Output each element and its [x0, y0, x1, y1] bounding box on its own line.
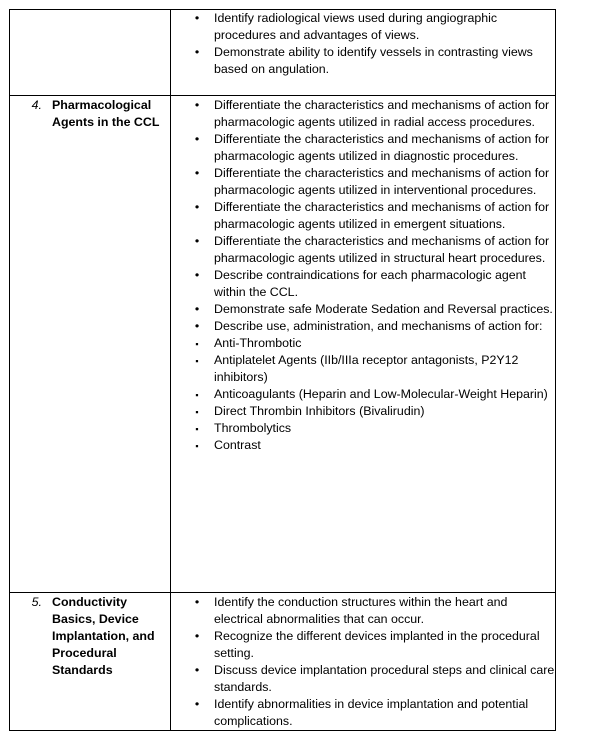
list-item — [171, 335, 555, 352]
list-item-text: Discuss device implantation procedural steps and clinical care standards. — [214, 663, 555, 694]
list-item — [171, 662, 555, 696]
bullet-icon — [192, 318, 202, 335]
list-item-text: Describe contraindications for each pharmacologic agent within the CCL. — [214, 268, 527, 299]
list-item-text: Demonstrate safe Moderate Sedation and Reversal practices. — [214, 302, 553, 316]
list-item-text: Contrast — [214, 438, 261, 452]
bullet-icon — [192, 628, 202, 645]
list-item — [171, 199, 555, 233]
list-item — [171, 420, 555, 437]
bullet-icon — [192, 97, 202, 114]
table-row — [10, 96, 556, 593]
list-item — [171, 97, 555, 131]
list-item-text: Recognize the different devices implanted in the procedural setting. — [214, 629, 540, 660]
list-item — [171, 165, 555, 199]
square-bullet-icon — [192, 335, 202, 353]
topic-cell — [10, 593, 171, 731]
objectives-cell — [171, 10, 556, 96]
topic-cell — [10, 96, 171, 593]
bullet-icon — [192, 10, 202, 27]
topic-heading — [10, 97, 170, 131]
list-item — [171, 44, 555, 78]
objectives-list — [171, 97, 555, 454]
list-item-text: Differentiate the characteristics and mechanisms of action for pharmacologic agents utilized in emergent situations. — [214, 200, 550, 231]
objectives-list — [171, 594, 555, 730]
list-item — [171, 696, 555, 730]
list-item-text: Demonstrate ability to identify vessels in contrasting views based on angulation. — [214, 45, 533, 76]
topic-title: Pharmacological Agents in the CCL — [52, 98, 160, 129]
list-item-text: Identify the conduction structures within the heart and electrical abnormalities that can occur. — [214, 595, 508, 626]
list-item — [171, 403, 555, 420]
list-item-text: Anti-Thrombotic — [214, 336, 302, 350]
square-bullet-icon — [192, 352, 202, 370]
list-item — [171, 628, 555, 662]
list-item-text: Differentiate the characteristics and mechanisms of action for pharmacologic agents utilized in radial access procedures. — [214, 98, 550, 129]
bullet-icon — [192, 131, 202, 148]
objectives-list — [171, 10, 555, 78]
list-item — [171, 318, 555, 335]
list-item-text: Differentiate the characteristics and mechanisms of action for pharmacologic agents utilized in diagnostic procedures. — [214, 132, 550, 163]
list-item — [171, 267, 555, 301]
list-item-text: Thrombolytics — [214, 421, 292, 435]
list-item — [171, 10, 555, 44]
bullet-icon — [192, 267, 202, 284]
topic-title: Conductivity Basics, Device Implantation, and Procedural Standards — [52, 595, 155, 677]
list-item — [171, 594, 555, 628]
list-item — [171, 386, 555, 403]
square-bullet-icon — [192, 403, 202, 421]
list-item-text: Direct Thrombin Inhibitors (Bivalirudin) — [214, 404, 425, 418]
topic-cell — [10, 10, 171, 96]
list-item-text: Identify abnormalities in device implantation and potential complications. — [214, 697, 529, 728]
table-row — [10, 593, 556, 731]
square-bullet-icon — [192, 437, 202, 455]
bullet-icon — [192, 165, 202, 182]
list-item-text: Describe use, administration, and mechanisms of action for: — [214, 319, 543, 333]
list-item-text: Differentiate the characteristics and mechanisms of action for pharmacologic agents utilized in interventional procedures. — [214, 166, 550, 197]
table-row — [10, 10, 556, 96]
bullet-icon — [192, 696, 202, 713]
bullet-icon — [192, 594, 202, 611]
list-item-text: Anticoagulants (Heparin and Low-Molecular-Weight Heparin) — [214, 387, 548, 401]
objectives-cell — [171, 593, 556, 731]
list-item-text: Identify radiological views used during angiographic procedures and advantages of views. — [214, 11, 498, 42]
bullet-icon — [192, 301, 202, 318]
list-item-text: Antiplatelet Agents (IIb/IIIa receptor antagonists, P2Y12 inhibitors) — [214, 353, 519, 384]
list-item-text: Differentiate the characteristics and mechanisms of action for pharmacologic agents utilized in structural heart procedures. — [214, 234, 550, 265]
square-bullet-icon — [192, 420, 202, 438]
bullet-icon — [192, 662, 202, 679]
list-item — [171, 301, 555, 318]
bullet-icon — [192, 233, 202, 250]
bullet-icon — [192, 44, 202, 61]
topic-heading — [10, 594, 170, 679]
list-item — [171, 233, 555, 267]
square-bullet-icon — [192, 386, 202, 404]
objectives-cell — [171, 96, 556, 593]
curriculum-table — [9, 9, 556, 731]
topic-number: 4. — [31, 98, 42, 112]
list-item — [171, 437, 555, 454]
list-item — [171, 131, 555, 165]
topic-number: 5. — [31, 595, 42, 609]
list-item — [171, 352, 555, 386]
bullet-icon — [192, 199, 202, 216]
